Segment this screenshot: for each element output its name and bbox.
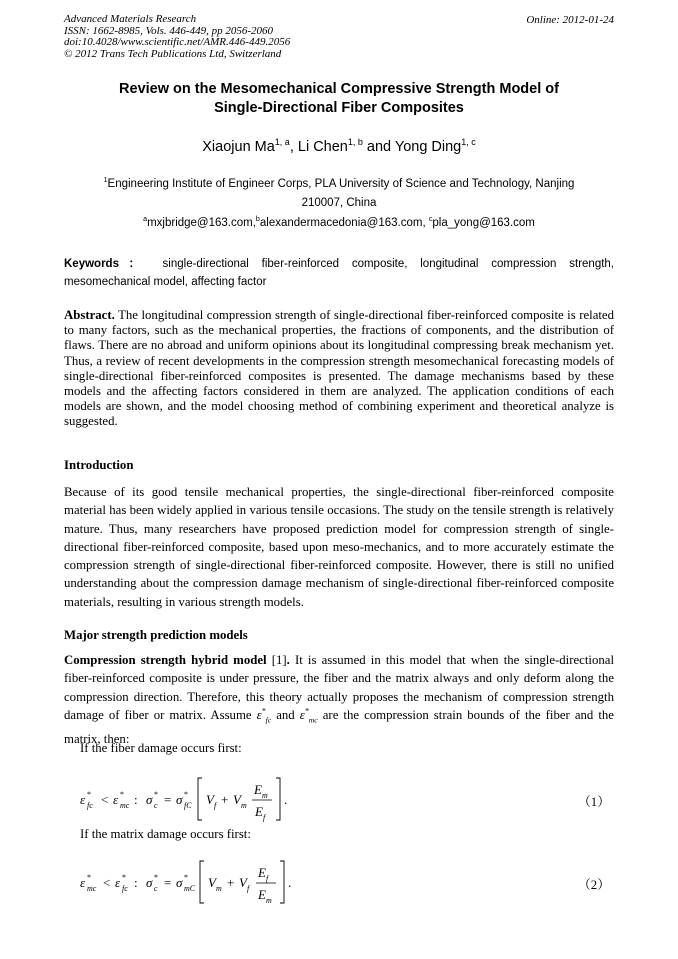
author-sup: 1, b <box>347 137 363 148</box>
author-name: Li Chen <box>297 139 348 155</box>
author-separator: and <box>362 139 395 155</box>
author-sup: 1, a <box>274 137 290 148</box>
equation-1-number: （1） <box>578 795 610 809</box>
equation-2-number: （2） <box>578 878 610 892</box>
journal-header <box>64 14 290 60</box>
svg-text:*: * <box>122 873 126 882</box>
svg-text:σ: σ <box>176 792 183 807</box>
author-list <box>64 139 614 155</box>
svg-text:<: < <box>101 792 109 807</box>
svg-text:ε: ε <box>113 792 119 807</box>
hybrid-model-text-2: are the compression strain bounds of the fiber and the matrix, then: <box>64 707 614 746</box>
svg-text:m: m <box>216 884 222 893</box>
svg-text:*: * <box>87 790 91 799</box>
equation-2-formula <box>78 855 478 911</box>
author-separator: , <box>289 139 298 155</box>
svg-text:mc: mc <box>120 801 130 810</box>
svg-text:E: E <box>258 865 266 880</box>
keywords-label: Keywords： <box>64 258 150 270</box>
symbol-eps-fc: $\varepsilon^*_{fc}$ <box>256 706 272 725</box>
paper-title <box>64 80 614 118</box>
equation-2 <box>0 855 678 915</box>
svg-text:f: f <box>247 884 250 893</box>
svg-text::: : <box>134 875 138 890</box>
svg-text:.: . <box>284 792 288 807</box>
and-text: and <box>271 707 300 722</box>
email-link[interactable]: pla_yong@163.com <box>432 217 535 229</box>
author-name: Yong Ding <box>394 139 462 155</box>
svg-text:mC: mC <box>184 884 196 893</box>
svg-text:*: * <box>87 873 91 882</box>
svg-text:=: = <box>164 792 172 807</box>
svg-text:fC: fC <box>184 801 192 810</box>
citation-link[interactable]: [1] <box>266 653 287 667</box>
svg-text:E: E <box>258 887 266 902</box>
email-sup: a <box>143 215 148 224</box>
doi-line: doi:10.4028/www.scientific.net/AMR.446-449.2056 <box>64 36 291 48</box>
svg-text:ε: ε <box>115 875 121 890</box>
author-name: Xiaojun Ma <box>202 139 275 155</box>
hybrid-model-text-1: It is assumed in this model that when the single-directional fiber-reinforced composite is under pressure, the fiber and the matrix always and only deform along the compression direction. Therefore, this theory actually proposes the mechanism of compression strength damage of fiber or matrix. Assume <box>64 653 614 722</box>
section-heading-introduction: Introduction <box>64 458 134 472</box>
symbol-eps-mc: $\varepsilon^*_{mc}$ <box>299 706 318 725</box>
svg-text:f: f <box>214 801 217 810</box>
hybrid-model-paragraph <box>64 651 614 748</box>
svg-text:+: + <box>221 792 229 807</box>
hybrid-model-lead: Compression strength hybrid model <box>64 653 267 667</box>
svg-text:V: V <box>233 792 241 807</box>
svg-text:+: + <box>227 875 235 890</box>
svg-text:m: m <box>241 801 247 810</box>
affiliation-line-1: Engineering Institute of Engineer Corps, PLA University of Science and Technology, Nanjing <box>107 178 575 190</box>
svg-text:*: * <box>120 790 124 799</box>
abstract-text: The longitudinal compression strength of single-directional fiber-reinforced composite is related to many factors, such as the mechanical properties, the fractions of components, and the distribution of flaws. There are no abroad and uniform opinions about its longitudinal compressing break mechanism yet. Thus, a review of recent developments in the compression strength mesomechanical forecasting models of single-directional fiber-reinforced composites is presented. The damage mechanisms based by these models and the affecting factors considered in them are analyzed. The application conditions of each models are shown, and the model choosing method of combining experiment and theoretical analyze is suggested. <box>64 308 615 429</box>
svg-text:σ: σ <box>146 792 153 807</box>
lead-period: . <box>286 653 290 667</box>
fiber-first-text: If the fiber damage occurs first: <box>80 741 242 755</box>
svg-text:<: < <box>103 875 111 890</box>
email-list <box>64 217 614 229</box>
svg-text:*: * <box>154 873 158 882</box>
svg-text:f: f <box>266 874 269 883</box>
copyright-line: © 2012 Trans Tech Publications Ltd, Switzerland <box>64 47 282 60</box>
equation-1-formula <box>78 772 478 828</box>
svg-text:=: = <box>164 875 172 890</box>
svg-text:fc: fc <box>122 884 128 893</box>
svg-text:.: . <box>288 875 292 890</box>
svg-text:*: * <box>154 790 158 799</box>
affiliation-line-2: 210007, China <box>301 197 377 209</box>
svg-text:E: E <box>254 782 262 797</box>
email-sup: c <box>428 215 433 224</box>
svg-text:ε: ε <box>80 875 86 890</box>
title-line-2: Single-Directional Fiber Composites <box>214 100 464 116</box>
svg-text:E: E <box>255 804 263 819</box>
svg-text:V: V <box>206 792 214 807</box>
section-heading-major-models: Major strength prediction models <box>64 628 248 642</box>
svg-text:V: V <box>239 875 247 890</box>
keywords-text: single-directional fiber-reinforced composite, longitudinal compression strength, mesomechanical model, affecting factor <box>64 258 615 288</box>
keywords <box>64 256 614 291</box>
svg-text:ε: ε <box>80 792 86 807</box>
issn-line: ISSN: 1662-8985, Vols. 446-449, pp 2056-2060 <box>64 24 273 37</box>
matrix-first-text: If the matrix damage occurs first: <box>80 827 251 841</box>
affiliation <box>64 175 614 213</box>
abstract-label: Abstract. <box>64 308 115 322</box>
equation-1 <box>0 772 678 832</box>
affiliation-sup: 1 <box>103 176 108 185</box>
svg-text:σ: σ <box>176 875 183 890</box>
svg-text:c: c <box>154 884 158 893</box>
svg-text:f: f <box>263 813 266 822</box>
svg-text:mc: mc <box>87 884 97 893</box>
introduction-paragraph: Because of its good tensile mechanical properties, the single-directional fiber-reinforced composite material has been widely applied in various tensile occasions. The study on the tensile strength is relatively mature. Thus, many researchers have proposed prediction model for compression strength of single-directional fiber-reinforced composite, based upon meso-mechanics, and to more accurately estimate the compression strength of single-directional fiber-reinforced composite. However, there is still no unified understanding about the compression damage mechanism of single-directional fiber-reinforced composite materials, resulting in various strength models. <box>64 485 614 609</box>
svg-text:m: m <box>262 791 268 800</box>
title-line-1: Review on the Mesomechanical Compressive Strength Model of <box>119 81 559 97</box>
email-link[interactable]: mxjbridge@163.com, <box>147 217 256 229</box>
svg-text:fc: fc <box>87 801 93 810</box>
abstract <box>64 308 614 430</box>
svg-text:σ: σ <box>146 875 153 890</box>
svg-text:V: V <box>208 875 216 890</box>
author-sup: 1, c <box>461 137 476 148</box>
email-link[interactable]: alexandermacedonia@163.com, <box>259 217 429 229</box>
online-date: Online: 2012-01-24 <box>526 14 614 26</box>
svg-text::: : <box>134 792 138 807</box>
svg-text:c: c <box>154 801 158 810</box>
svg-text:*: * <box>184 873 188 882</box>
journal-name: Advanced Materials Research <box>64 13 197 25</box>
svg-text:*: * <box>184 790 188 799</box>
email-sup: b <box>255 215 260 224</box>
svg-text:m: m <box>266 896 272 905</box>
